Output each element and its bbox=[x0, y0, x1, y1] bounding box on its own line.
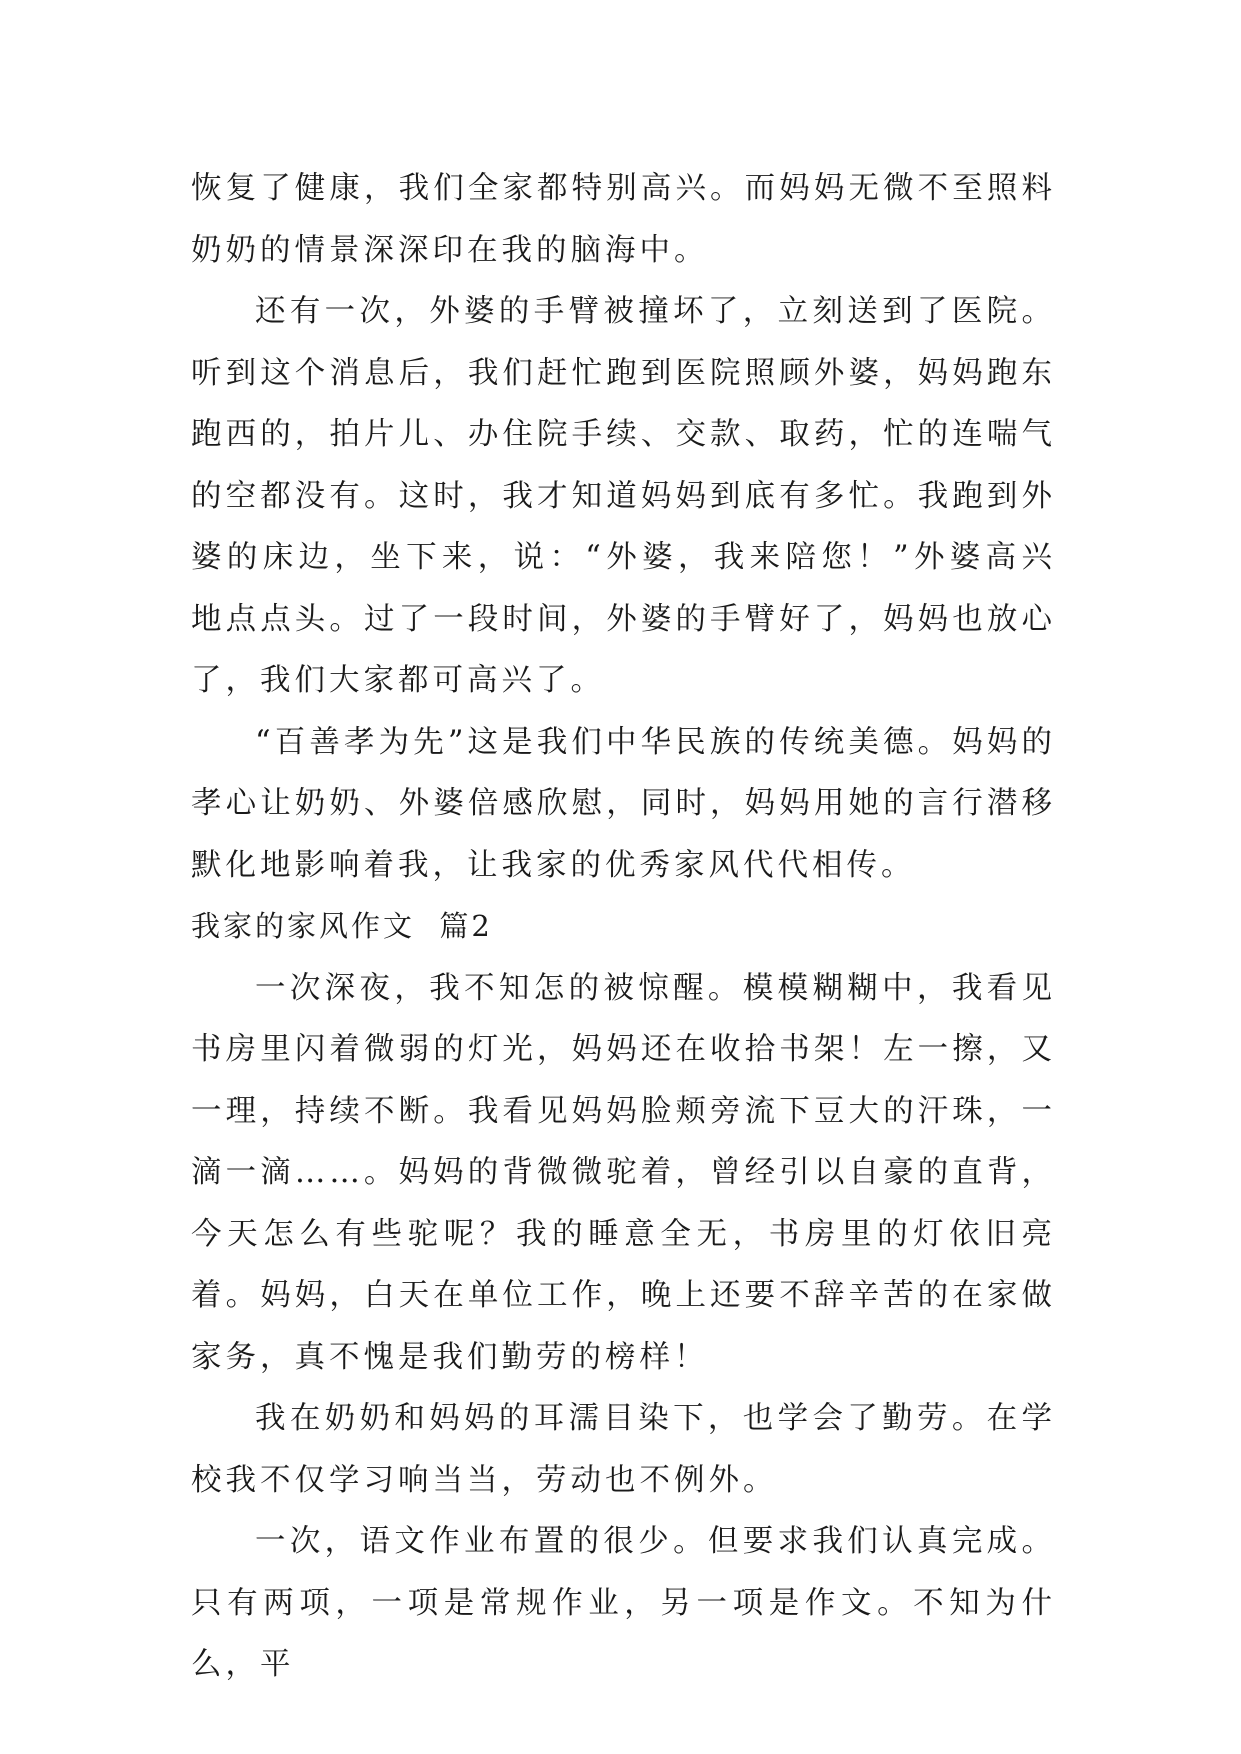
paragraph-continuation: 恢复了健康，我们全家都特别高兴。而妈妈无微不至照料奶奶的情景深深印在我的脑海中。 bbox=[191, 171, 1056, 268]
document-page bbox=[191, 158, 1056, 1696]
essay-heading: 我家的家风作文 篇2 bbox=[191, 909, 493, 943]
paragraph-learned-diligence: 我在奶奶和妈妈的耳濡目染下，也学会了勤劳。在学校我不仅学习响当当，劳动也不例外。 bbox=[191, 1401, 1056, 1498]
paragraph-grandma-hospital: 还有一次，外婆的手臂被撞坏了，立刻送到了医院。听到这个消息后，我们赶忙跑到医院照顾外婆，妈妈跑东跑西的，拍片儿、办住院手续、交款、取药，忙的连喘气的空都没有。这时，我才知道妈妈到底有多忙。我跑到外婆的床边，坐下来，说：“外婆，我来陪您！”外婆高兴地点点头。过了一段时间，外婆的手臂好了，妈妈也放心了，我们大家都可高兴了。 bbox=[191, 294, 1056, 698]
paragraph-filial-piety: “百善孝为先”这是我们中华民族的传统美德。妈妈的孝心让奶奶、外婆倍感欣慰，同时，妈妈用她的言行潜移默化地影响着我，让我家的优秀家风代代相传。 bbox=[191, 724, 1056, 883]
paragraph-late-night: 一次深夜，我不知怎的被惊醒。模模糊糊中，我看见书房里闪着微弱的灯光，妈妈还在收拾书架！左一擦，又一理，持续不断。我看见妈妈脸颊旁流下豆大的汗珠，一滴一滴……。妈妈的背微微驼着，曾经引以自豪的直背，今天怎么有些驼呢？我的睡意全无，书房里的灯依旧亮着。妈妈，白天在单位工作，晚上还要不辞辛苦的在家做家务，真不愧是我们勤劳的榜样！ bbox=[191, 970, 1056, 1375]
paragraph-homework: 一次，语文作业布置的很少。但要求我们认真完成。只有两项，一项是常规作业，另一项是作文。不知为什么，平 bbox=[191, 1524, 1056, 1682]
